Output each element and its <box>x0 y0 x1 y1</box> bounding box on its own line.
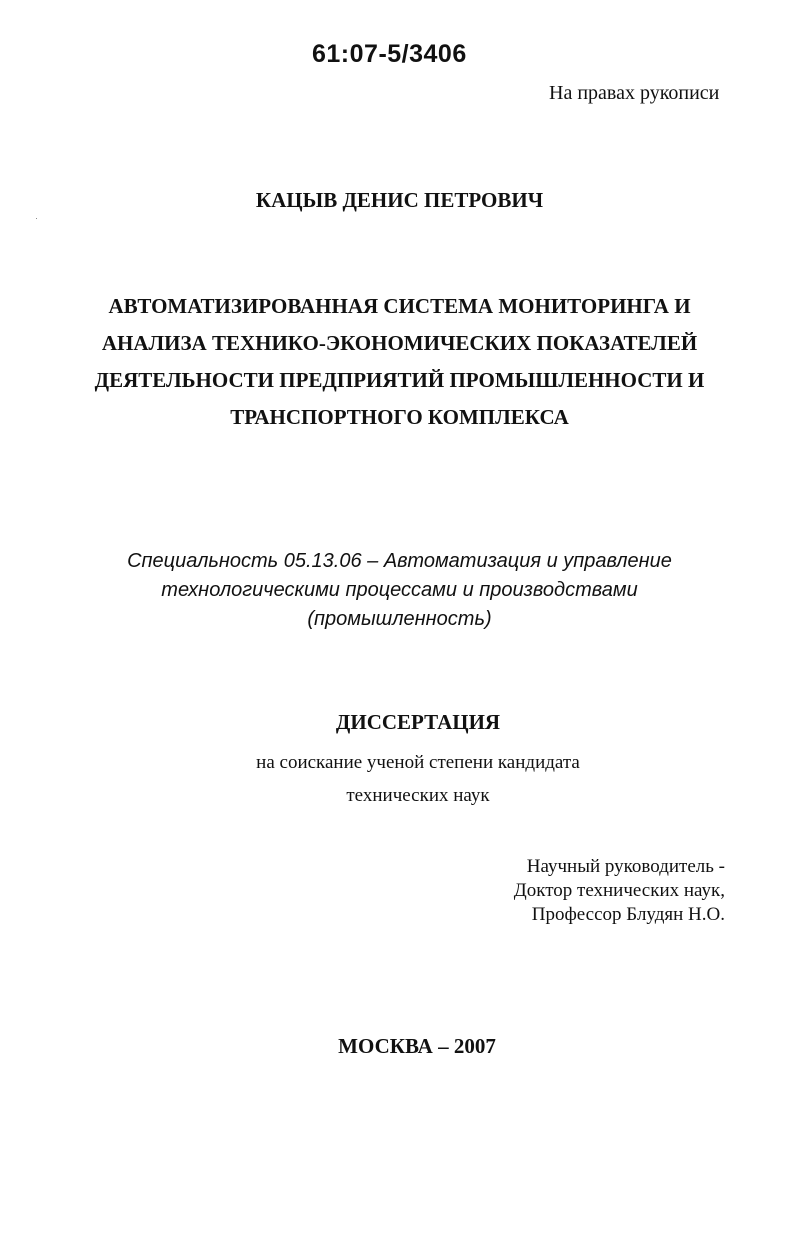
degree-line: на соискание ученой степени кандидата <box>256 752 580 773</box>
specialty-line: (промышленность) <box>307 608 492 630</box>
document-type-heading: ДИССЕРТАЦИЯ <box>335 710 501 734</box>
title-line: АНАЛИЗА ТЕХНИКО-ЭКОНОМИЧЕСКИХ ПОКАЗАТЕЛЕЙ <box>101 331 698 355</box>
title-line: АВТОМАТИЗИРОВАННАЯ СИСТЕМА МОНИТОРИНГА И <box>108 294 691 318</box>
specialty-line: технологическими процессами и производствами <box>161 579 638 601</box>
author-name: КАЦЫВ ДЕНИС ПЕТРОВИЧ <box>255 188 544 212</box>
supervisor-line: Доктор технических наук, <box>513 880 725 901</box>
supervisor-line: Научный руководитель - <box>526 856 725 877</box>
city-year: МОСКВА – 2007 <box>338 1034 496 1058</box>
supervisor-line: Профессор Блудян Н.О. <box>531 904 725 925</box>
dissertation-title <box>0 288 799 436</box>
scan-speck <box>36 218 37 219</box>
supervisor-block <box>480 855 725 927</box>
title-line: ТРАНСПОРТНОГО КОМПЛЕКСА <box>230 405 569 429</box>
degree-block <box>0 746 799 812</box>
registration-number: 61:07-5/3406 <box>312 40 467 68</box>
rights-note: На правах рукописи <box>549 82 720 104</box>
title-line: ДЕЯТЕЛЬНОСТИ ПРЕДПРИЯТИЙ ПРОМЫШЛЕННОСТИ И <box>94 368 705 392</box>
degree-line: технических наук <box>346 785 490 806</box>
specialty-block <box>0 547 799 634</box>
specialty-line: Специальность 05.13.06 – Автоматизация и управление <box>127 550 672 572</box>
